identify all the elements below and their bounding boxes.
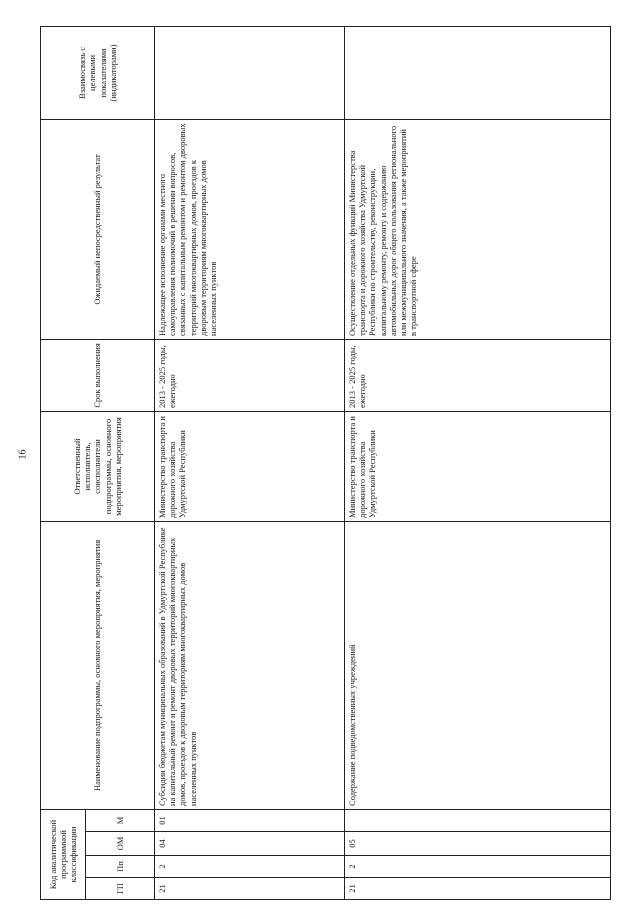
row-pp: 2 — [345, 856, 611, 878]
row-name: Субсидии бюджетам муниципальных образований в Удмуртской Республике на капитальный ремонт и ремонт дворовых территорий многоквартирных домов, проездов к дворовым территориям многоквартирных домов населенных пунктов — [155, 521, 345, 809]
header-om: ОМ — [86, 832, 155, 856]
row-pp: 2 — [155, 856, 345, 878]
page-number: 16 — [17, 449, 29, 460]
row-gp: 21 — [345, 878, 611, 900]
header-pp: Пп — [86, 856, 155, 878]
row-link — [155, 26, 345, 119]
row-om: 04 — [155, 832, 345, 856]
row-term: 2013 - 2025 годы, ежегодно — [155, 339, 345, 411]
row-result: Осуществление отдельных функций Министерства транспорта и дорожного хозяйства Удмуртской Республики по строительству, реконструкции, капитальному ремонту, ремонту и содержанию автомобильных дорог общего пользования регионального или межмуниципального значения, а также мероприятий в транспортной сфере — [345, 119, 611, 339]
header-gp: ГП — [86, 878, 155, 900]
row-gp: 21 — [155, 878, 345, 900]
row-link — [345, 26, 611, 119]
table-row — [345, 26, 611, 899]
header-name: Наименование подпрограммы, основного мероприятия, мероприятия — [41, 521, 155, 809]
header-result: Ожидаемый непосредственный результат — [41, 119, 155, 339]
row-responsible: Министерство транспорта и дорожного хозяйства Удмуртской Республики — [155, 411, 345, 521]
program-table — [40, 26, 611, 900]
row-term: 2013 - 2025 годы, ежегодно — [345, 339, 611, 411]
row-m: 01 — [155, 809, 345, 831]
row-om: 05 — [345, 832, 611, 856]
header-link: Взаимосвязь с целевыми показателями (индикаторами) — [41, 26, 155, 119]
row-responsible: Министерство транспорта и дорожного хозяйства Удмуртской Республики — [345, 411, 611, 521]
program-table-sheet — [40, 27, 611, 900]
header-term: Срок выполнения — [41, 339, 155, 411]
header-m: М — [86, 809, 155, 831]
row-result: Надлежащее исполнение органами местного самоуправления полномочий в решении вопросов, связанных с капитальным ремонтом и ремонтом дворовых территорий многоквартирных домов, проездов к дворовым территориям многоквартирных домов населенных пунктов — [155, 119, 345, 339]
table-row — [155, 26, 345, 899]
header-responsible: Ответственный исполнитель, соисполнители подпрограммы, основного мероприятия, мероприятия — [41, 411, 155, 521]
row-m — [345, 809, 611, 831]
header-code-group: Код аналитической программной классификации — [41, 809, 86, 899]
row-name: Содержание подведомственных учреждений — [345, 521, 611, 809]
